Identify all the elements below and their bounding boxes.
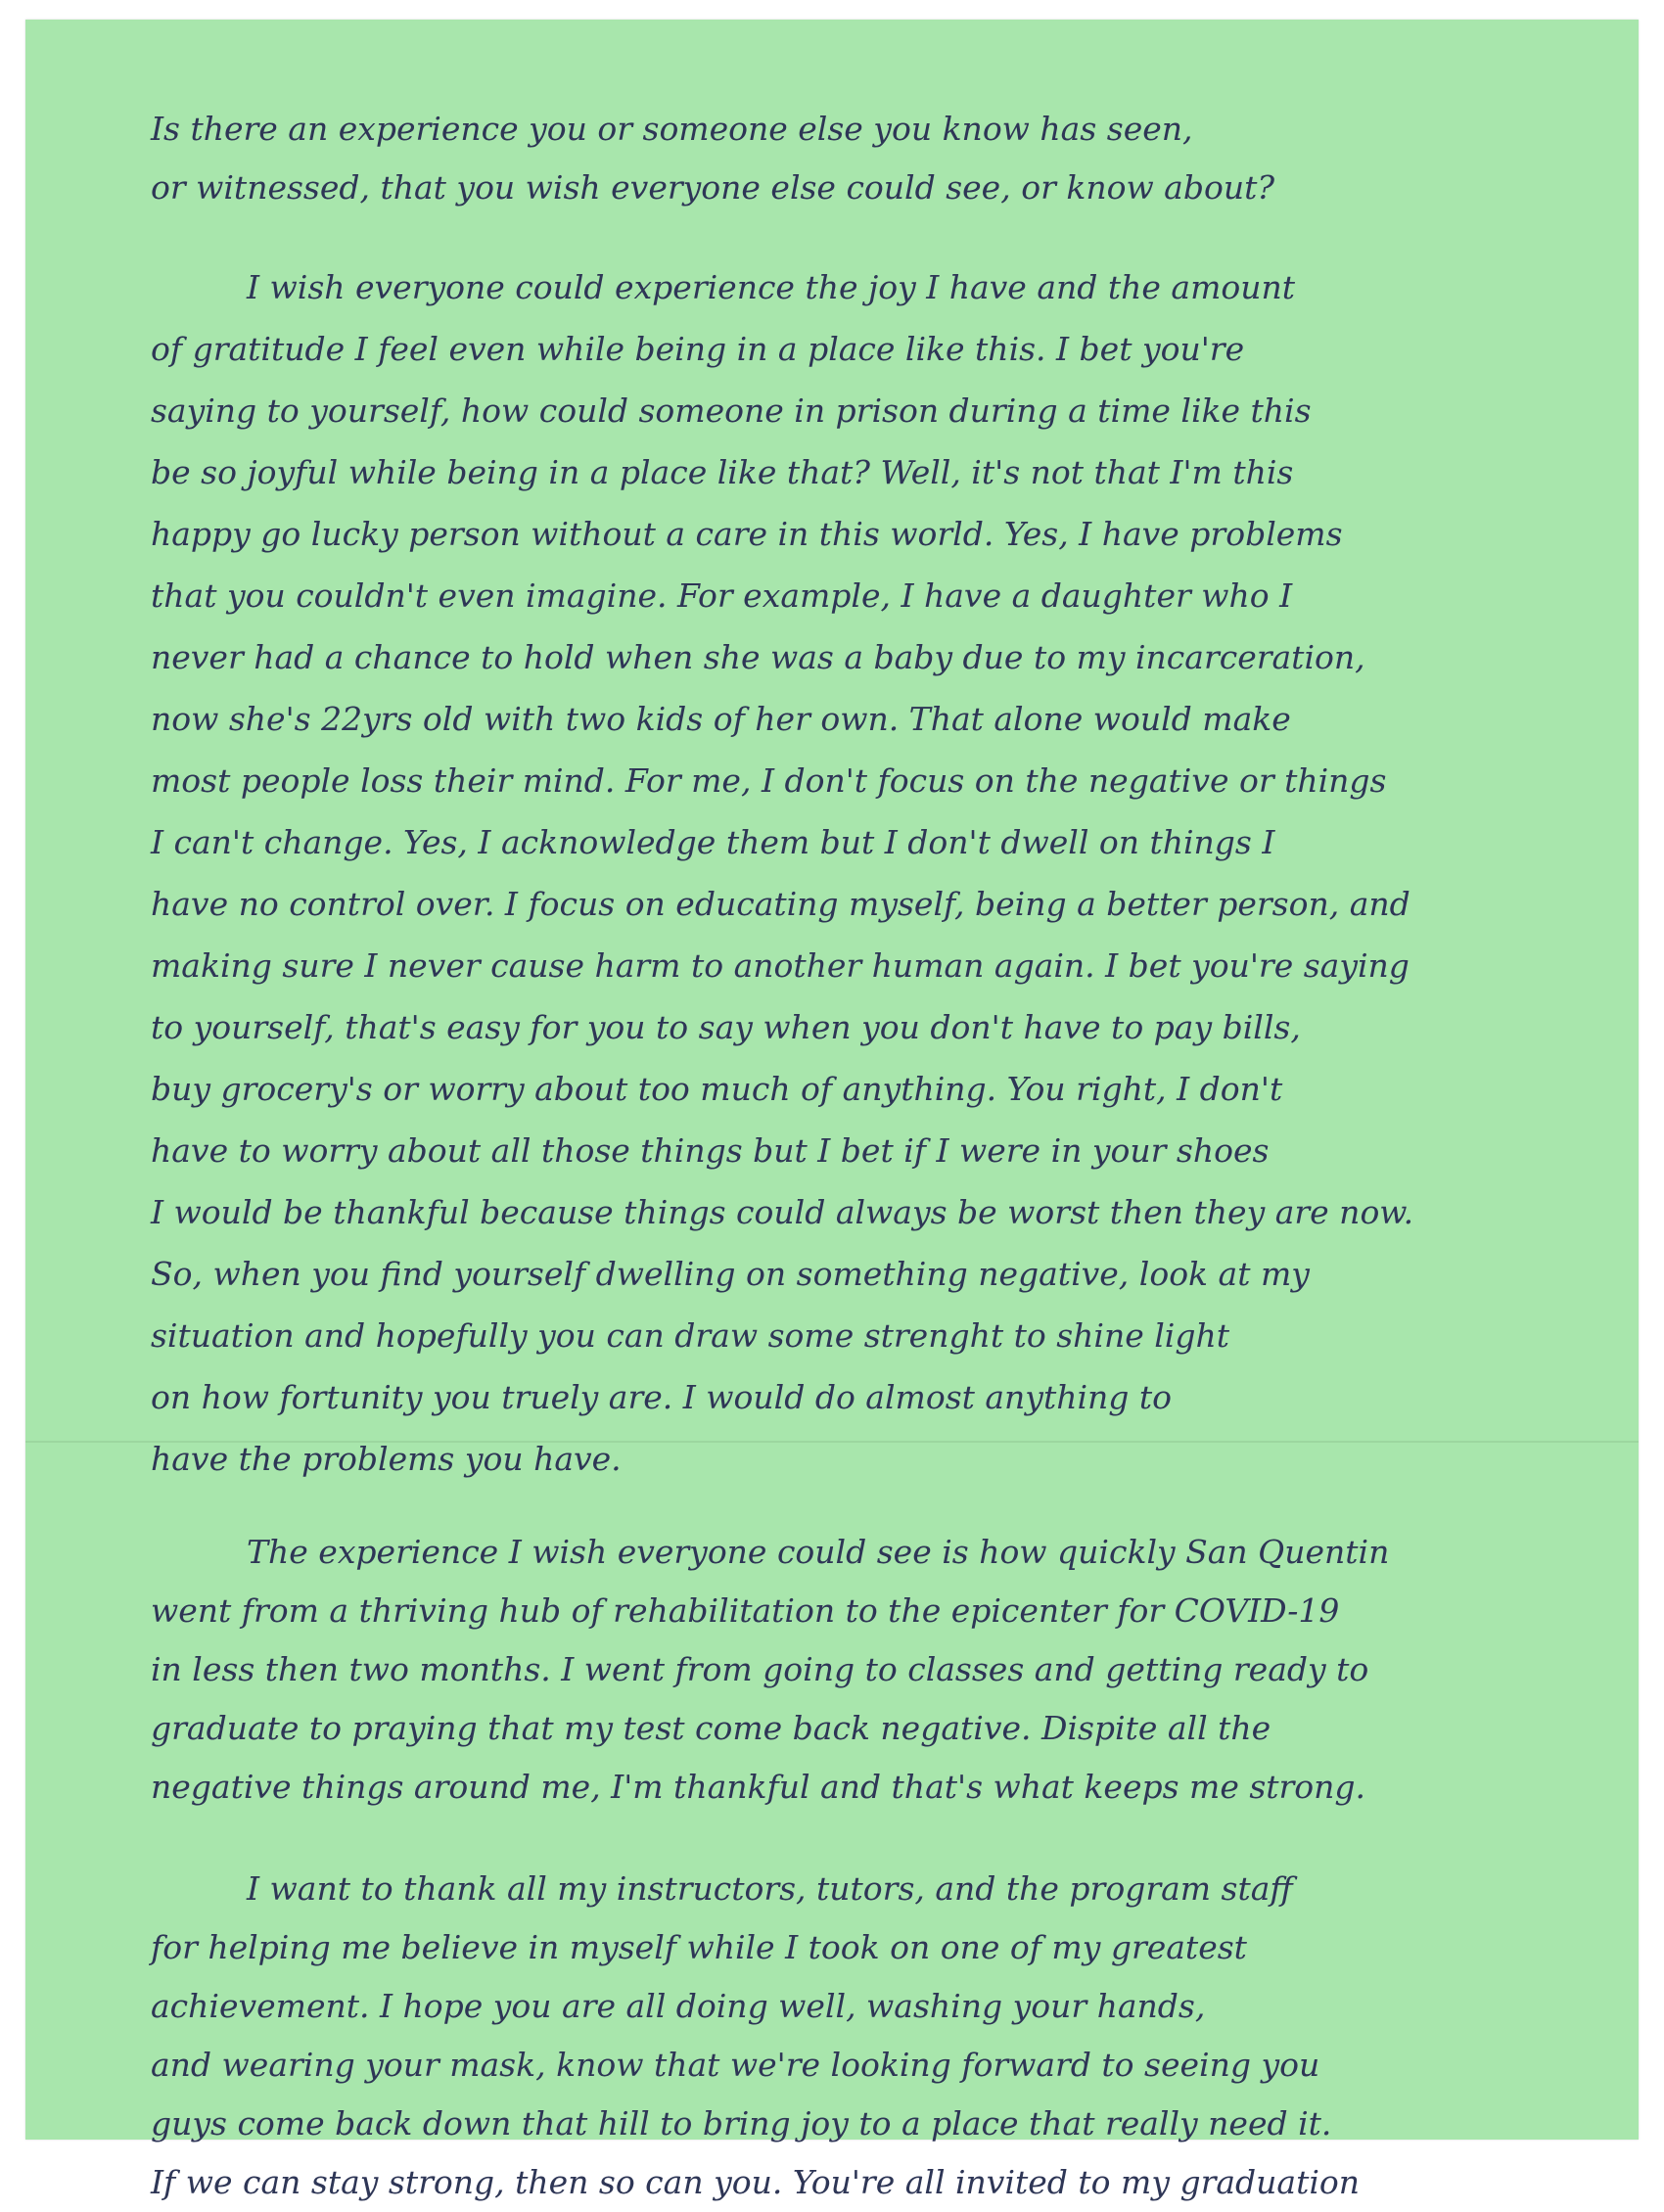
text-line: have no control over. I focus on educating myself, being a better person, and	[151, 885, 1410, 923]
text-line: have the problems you have.	[151, 1440, 622, 1478]
text-line: I would be thankful because things could always be worst then they are now.	[151, 1193, 1414, 1231]
text-line: of gratitude I feel even while being in a place like this. I bet you're	[151, 330, 1245, 368]
paragraph-thanks	[151, 1860, 1541, 2212]
question-line: Is there an experience you or someone else you know has seen,	[151, 110, 1193, 148]
text-line: to yourself, that's easy for you to say when you don't have to pay bills,	[151, 1008, 1301, 1046]
text-line: saying to yourself, how could someone in prison during a time like this	[151, 392, 1312, 430]
question-heading	[151, 100, 1541, 217]
text-line: now she's 22yrs old with two kids of her own. That alone would make	[151, 700, 1291, 738]
text-line: I want to thank all my instructors, tutors, and the program staff	[247, 1869, 1293, 1908]
text-line: situation and hopefully you can draw some strenght to shine light	[151, 1316, 1229, 1355]
text-line: negative things around me, I'm thankful and that's what keeps me strong.	[151, 1768, 1366, 1806]
question-line: or witnessed, that you wish everyone else could see, or know about?	[151, 168, 1275, 207]
text-line: in less then two months. I went from going to classes and getting ready to	[151, 1650, 1369, 1688]
text-line: and wearing your mask, know that we're looking forward to seeing you	[151, 2046, 1320, 2084]
text-line: happy go lucky person without a care in this world. Yes, I have problems	[151, 515, 1343, 553]
text-line: achievement. I hope you are all doing well, washing your hands,	[151, 1987, 1206, 2025]
handwritten-text	[151, 100, 1541, 2212]
text-line: buy grocery's or worry about too much of anything. You right, I don't	[151, 1070, 1283, 1108]
text-line: for helping me believe in myself while I took on one of my greatest	[151, 1928, 1247, 1966]
text-line: I wish everyone could experience the joy I have and the amount	[247, 268, 1296, 306]
text-line: If we can stay strong, then so can you. You're all invited to my graduation	[151, 2163, 1361, 2201]
text-line: most people loss their mind. For me, I don't focus on the negative or things	[151, 761, 1387, 800]
text-line: I can't change. Yes, I acknowledge them but I don't dwell on things I	[151, 823, 1275, 861]
text-line: on how fortunity you truely are. I would do almost anything to	[151, 1378, 1173, 1416]
text-line: graduate to praying that my test come back negative. Dispite all the	[151, 1709, 1271, 1747]
text-line: So, when you find yourself dwelling on something negative, look at my	[151, 1255, 1310, 1293]
paragraph-gratitude	[151, 256, 1541, 1490]
handwritten-page	[25, 20, 1639, 2201]
text-line: have to worry about all those things but I bet if I were in your shoes	[151, 1131, 1270, 1170]
text-line: guys come back down that hill to bring joy to a place that really need it.	[151, 2104, 1332, 2143]
text-line: went from a thriving hub of rehabilitation to the epicenter for COVID-19	[151, 1591, 1340, 1630]
paragraph-san-quentin	[151, 1523, 1541, 1817]
text-line: The experience I wish everyone could see is how quickly San Quentin	[247, 1533, 1390, 1571]
text-line: that you couldn't even imagine. For example, I have a daughter who I	[151, 576, 1293, 615]
text-line: never had a chance to hold when she was a baby due to my incarceration,	[151, 638, 1365, 676]
text-line: making sure I never cause harm to another human again. I bet you're saying	[151, 946, 1410, 985]
text-line: be so joyful while being in a place like that? Well, it's not that I'm this	[151, 453, 1294, 491]
